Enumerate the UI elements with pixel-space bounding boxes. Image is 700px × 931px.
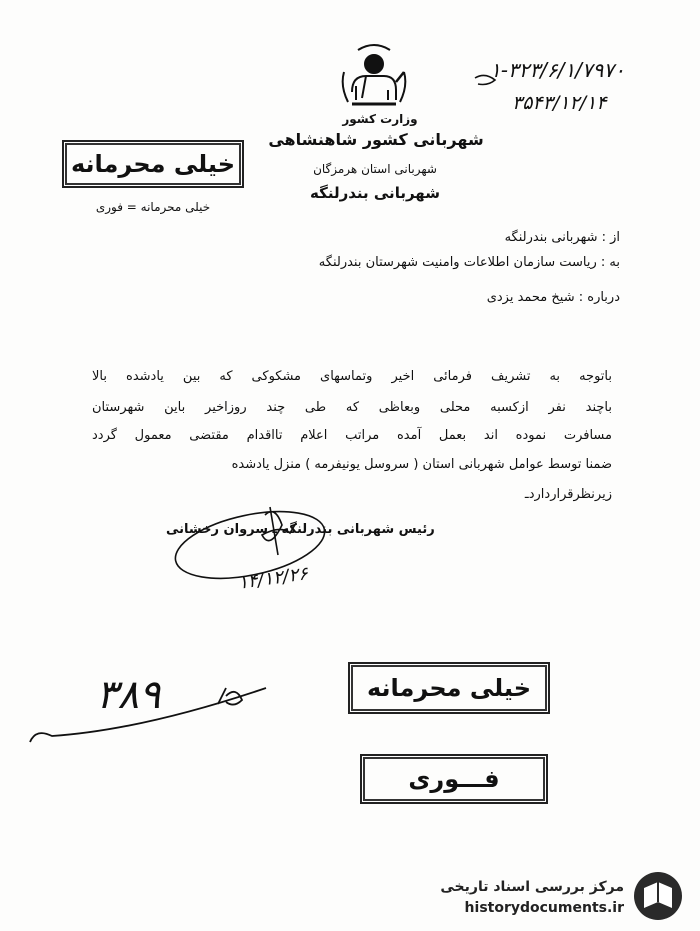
province-title: شهربانی استان هرمزگان xyxy=(313,162,437,176)
from-field: از : شهربانی بندرلنگه xyxy=(504,230,620,245)
reference-mark-icon xyxy=(470,70,500,90)
watermark-title: مرکز بررسی اسناد تاریخی xyxy=(440,879,624,895)
body-line: مسافرت نموده اند بعمل آمده مراتب اعلام تااقدام مقتضی معمول گردد xyxy=(92,428,612,443)
body-line: زیرنظرقرارداردـ xyxy=(524,487,612,502)
subject-field: درباره : شیخ محمد یزدی xyxy=(486,290,620,305)
signature-date: ۱۴/۱۲/۲۶ xyxy=(236,563,310,594)
archive-number: ۳۸۹ xyxy=(96,672,161,718)
organization-title: شهربانی کشور شاهنشاهی xyxy=(268,130,484,149)
body-line: ضمنا توسط عوامل شهربانی استان ( سروسل یونیفرمه ) منزل یادشده xyxy=(231,457,612,472)
lion-and-sun-emblem-icon xyxy=(338,42,410,112)
classification-stamp-bottom: خیلی محرمانه xyxy=(348,662,550,714)
classification-label: خیلی محرمانه = فوری xyxy=(95,200,211,214)
handwritten-flourish-icon xyxy=(22,680,272,760)
body-line: باچند نفر ازکسبه محلی وبعاظی که طی چند روزاخیر باین شهرستان xyxy=(92,400,612,415)
to-field: به : ریاست سازمان اطلاعات وامنیت شهرستان بندرلنگه xyxy=(318,255,620,270)
ministry-title: وزارت کشور xyxy=(342,112,418,126)
urgent-stamp: فـــوری xyxy=(360,754,548,804)
watermark-url: historydocuments.ir xyxy=(464,900,624,916)
archive-logo-icon xyxy=(632,870,684,922)
reference-date: ۳۵۴۳/۱۲/۱۴ xyxy=(512,92,607,114)
signature-line: رئیس شهربانی بندرلنگه ـ سروان رخشانی xyxy=(166,522,435,537)
body-line: باتوجه به تشریف فرمائی اخیر وتماسهای مشکوکی که بین یادشده بالا xyxy=(92,369,612,384)
reference-number: ۱-۳۲۳/۶/۱/۷۹۷۰ xyxy=(490,58,625,82)
city-title: شهربانی بندرلنگه xyxy=(310,184,440,202)
classification-stamp-top: خیلی محرمانه xyxy=(62,140,244,188)
